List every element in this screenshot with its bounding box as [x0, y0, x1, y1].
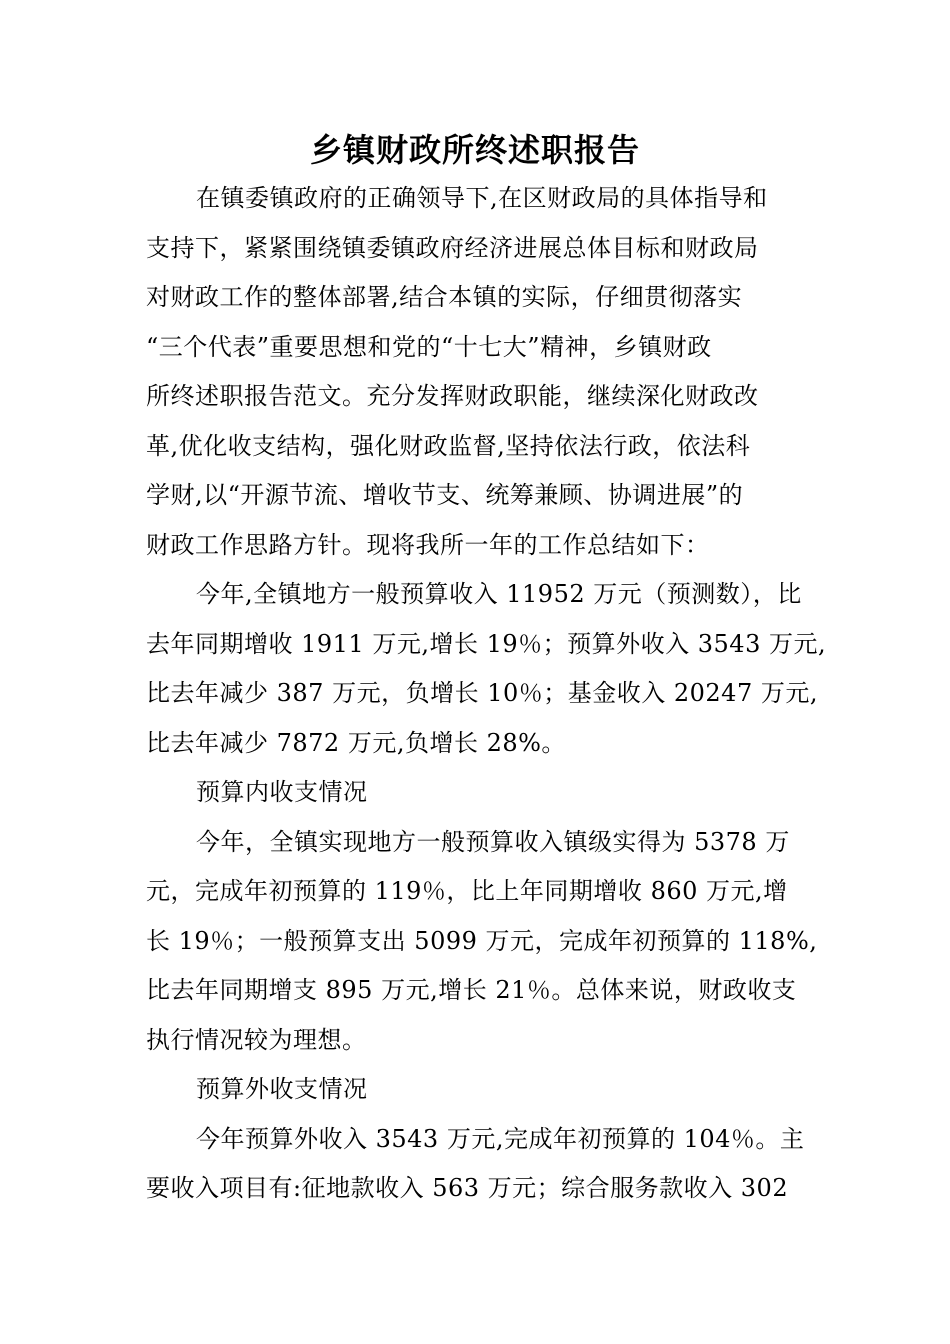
paragraph-budget-external-line-2: 要收入项目有:征地款收入 563 万元；综合服务款收入 302: [146, 1174, 789, 1202]
document-title: 乡镇财政所终述职报告: [309, 131, 640, 169]
document-body: [146, 174, 827, 1214]
paragraph-budget-internal-line-5: 执行情况较为理想。: [146, 1025, 367, 1054]
paragraph-intro-line-4: “三个代表”重要思想和党的“十七大”精神，乡镇财政: [146, 332, 712, 361]
paragraph-intro-line-2: 支持下，紧紧围绕镇委镇政府经济进展总体目标和财政局: [146, 233, 759, 262]
section-heading-budget-external: 预算外收支情况: [196, 1075, 368, 1103]
paragraph-summary-line-1: 今年,全镇地方一般预算收入 11952 万元（预测数），比: [196, 580, 802, 608]
paragraph-budget-internal-line-3: 长 19％；一般预算支出 5099 万元，完成年初预算的 118%,: [146, 926, 818, 955]
paragraph-intro-line-3: 对财政工作的整体部署,结合本镇的实际，仔细贯彻落实: [146, 283, 743, 311]
paragraph-summary-line-3: 比去年减少 387 万元，负增长 10％；基金收入 20247 万元,: [146, 679, 818, 707]
paragraph-budget-external-line-1: 今年预算外收入 3543 万元,完成年初预算的 104％。主: [196, 1124, 805, 1153]
paragraph-summary-line-4: 比去年减少 7872 万元,负增长 28%。: [146, 728, 566, 757]
paragraph-intro-line-8: 财政工作思路方针。现将我所一年的工作总结如下：: [146, 530, 710, 559]
paragraph-intro-line-5: 所终述职报告范文。充分发挥财政职能，继续深化财政改: [146, 382, 759, 410]
paragraph-budget-internal-line-1: 今年，全镇实现地方一般预算收入镇级实得为 5378 万: [196, 827, 790, 856]
paragraph-intro-line-6: 革,优化收支结构，强化财政监督,坚持依法行政，依法科: [146, 431, 751, 460]
paragraph-intro-line-1: 在镇委镇政府的正确领导下,在区财政局的具体指导和: [196, 184, 768, 212]
paragraph-budget-internal-line-4: 比去年同期增支 895 万元,增长 21％。总体来说，财政收支: [146, 976, 797, 1004]
paragraph-budget-internal-line-2: 元，完成年初预算的 119％，比上年同期增收 860 万元,增: [146, 877, 788, 905]
paragraph-summary-line-2: 去年同期增收 1911 万元,增长 19％；预算外收入 3543 万元,: [146, 629, 827, 658]
section-heading-budget-internal: 预算内收支情况: [196, 778, 368, 806]
paragraph-intro-line-7: 学财,以“开源节流、增收节支、统筹兼顾、协调进展”的: [146, 481, 744, 509]
